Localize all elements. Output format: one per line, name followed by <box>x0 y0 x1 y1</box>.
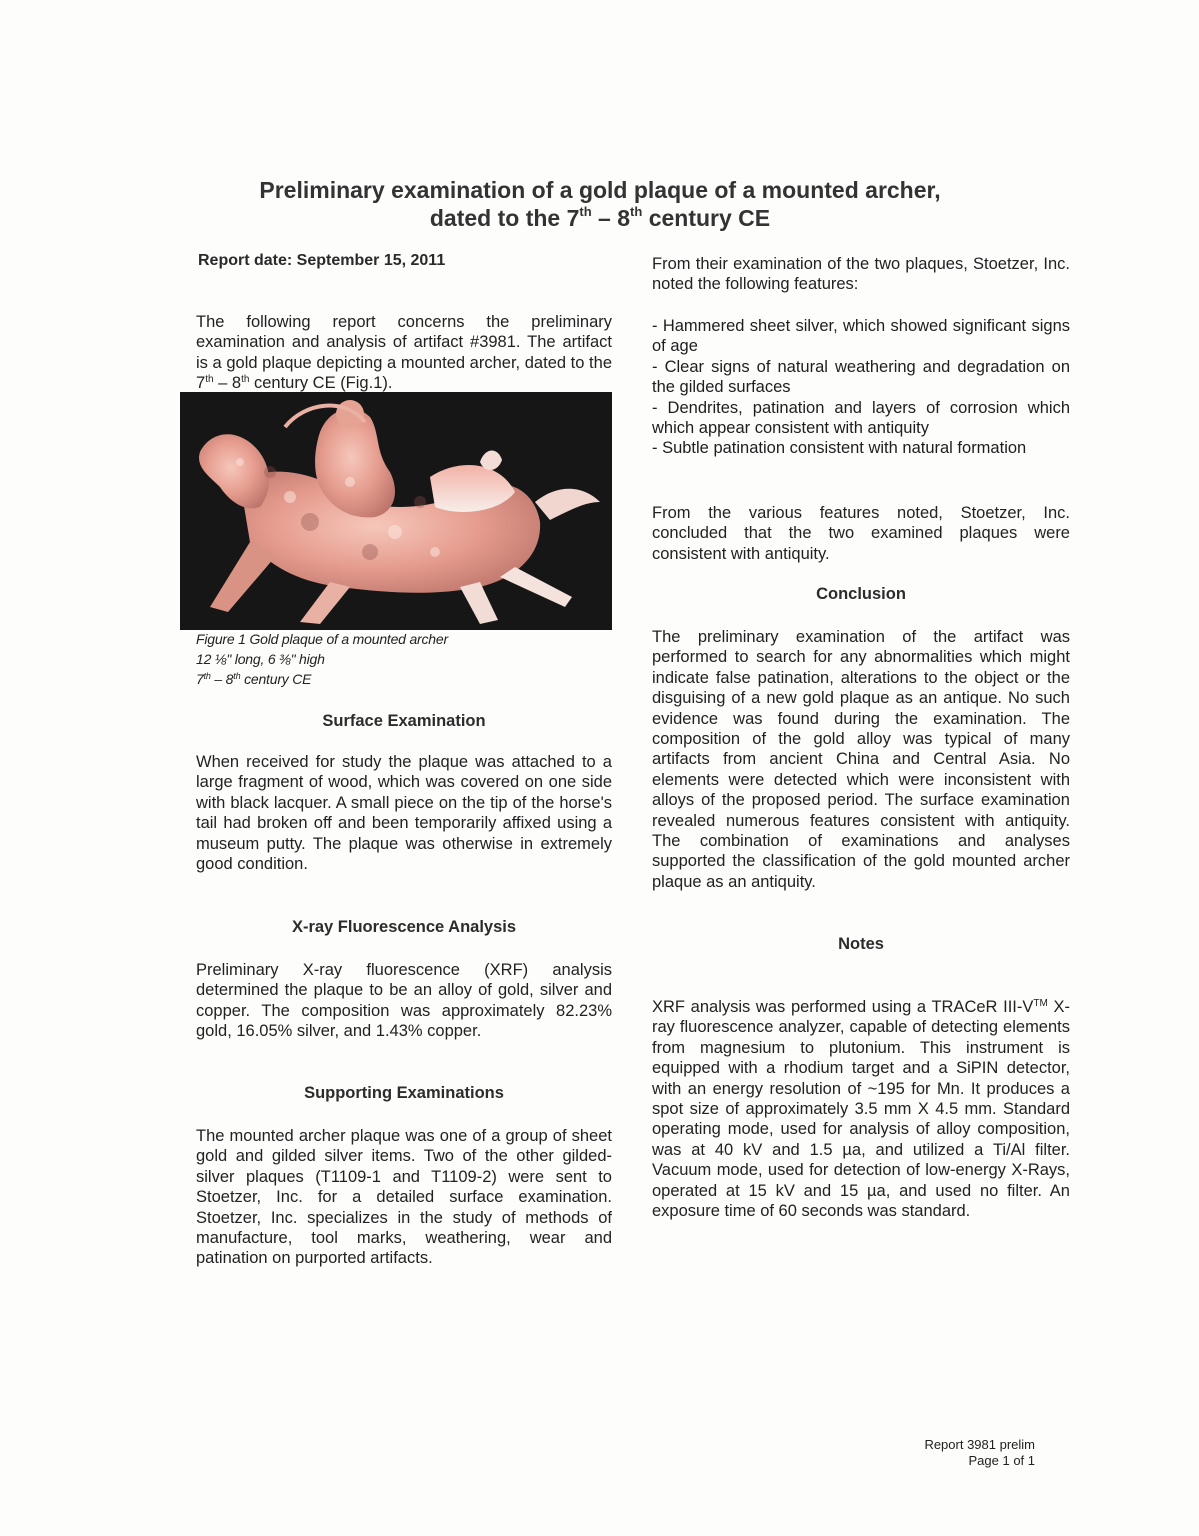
feature-item: - Hammered sheet silver, which showed significant signs of age <box>652 317 1070 356</box>
intro-text: The following report concerns the preliminary examination and analysis of artifact #3981. The artifact is a gold plaque depicting a mounted archer, dated to the 7 <box>196 313 612 393</box>
intro-sup: th <box>241 374 250 386</box>
report-title <box>200 176 1000 232</box>
caption-line-1: Figure 1 Gold plaque of a mounted archer <box>196 631 448 647</box>
xrf-heading: X-ray Fluorescence Analysis <box>291 918 517 936</box>
feature-item: - Subtle patination consistent with natural formation <box>652 439 1027 458</box>
trademark-sup: TM <box>1033 998 1048 1009</box>
surface-paragraph: When received for study the plaque was attached to a large fragment of wood, which was covered on one side with black lacquer. A small piece on the tip of the horse's tail had broken off and been temporarily affixed using a museum putty. The plaque was otherwise in extremely good condition. <box>196 753 612 874</box>
title-line-2-mid: – 8 <box>591 205 631 231</box>
notes-text-b: X-ray fluorescence analyzer, capable of detecting elements from magnesium to plutonium. This instrument is equipped with a rhodium target and a SiPIN detector, with an energy resolution of ~195 for Mn. It produces a spot size of approximately 3.5 mm X 4.5 mm. Standard operating mode, used for analysis of alloy composition, was at 40 kV and 1.5 µa, and utilized a Ti/Al filter. Vacuum mode, used for detection of low-energy X-Rays, operated at 15 kV and 15 µa, and used no filter. An exposure time of 60 seconds was standard. <box>652 998 1070 1221</box>
title-line-1: Preliminary examination of a gold plaque of a mounted archer, <box>259 177 941 203</box>
intro-end: century CE (Fig.1). <box>249 374 393 393</box>
title-line-2-suffix: century CE <box>642 205 771 231</box>
feature-item: - Clear signs of natural weathering and degradation on the gilded surfaces <box>652 357 1070 397</box>
footer-page-number: Page 1 of 1 <box>968 1453 1035 1468</box>
caption-line-3-a: 7 <box>196 671 204 687</box>
features-list <box>652 316 1070 459</box>
intro-section <box>196 312 612 394</box>
features-conclusion: From the various features noted, Stoetzer, Inc. concluded that the two examined plaques were consistent with antiquity. <box>652 504 1070 563</box>
page-footer <box>924 1437 1035 1469</box>
conclusion-section <box>652 627 1070 892</box>
caption-sup: th <box>203 671 211 681</box>
gold-plaque-photo <box>180 392 612 630</box>
caption-line-3 <box>196 669 448 689</box>
mounted-archer-plaque-image <box>180 392 612 630</box>
feature-item: - Dendrites, patination and layers of corrosion which which appear consistent with antiquity <box>652 398 1070 438</box>
notes-text-a: XRF analysis was performed using a TRACeR III-V <box>652 998 1034 1016</box>
features-conclusion-section <box>652 503 1070 564</box>
intro-mid: – 8 <box>213 374 242 393</box>
title-sup: th <box>630 204 643 219</box>
intro-sup: th <box>205 374 214 386</box>
surface-section <box>196 752 612 874</box>
supporting-paragraph: The mounted archer plaque was one of a group of sheet gold and gilded silver items. Two of the other gilded-silver plaques (T1109-1 and T1109-2) were sent to Stoetzer, Inc. for a detailed surface examination. Stoetzer, Inc. specializes in the study of methods of manufacture, tool marks, weathering, wear and patination on purported artifacts. <box>196 1127 612 1268</box>
title-line-2 <box>200 204 1000 232</box>
notes-heading: Notes <box>838 935 884 953</box>
title-line-2-prefix: dated to the 7 <box>429 205 580 231</box>
caption-line-3-b: – 8 <box>210 671 234 687</box>
supporting-heading: Supporting Examinations <box>304 1084 504 1102</box>
title-sup: th <box>579 204 592 219</box>
features-intro-section <box>652 254 1070 295</box>
footer-report-id: Report 3981 prelim <box>924 1437 1035 1452</box>
figure-caption <box>196 629 448 689</box>
notes-paragraph <box>652 997 1070 1221</box>
notes-section <box>652 997 1070 1221</box>
xrf-paragraph: Preliminary X-ray fluorescence (XRF) analysis determined the plaque to be an alloy of gold, silver and copper. The composition was approximately 82.23% gold, 16.05% silver, and 1.43% copper. <box>196 961 612 1041</box>
conclusion-paragraph: The preliminary examination of the artifact was performed to search for any abnormalities which might indicate false patination, alterations to the object or the disguising of a new gold plaque as an antique. No such evidence was found during the examination. The composition of the gold alloy was typical of many artifacts from ancient China and Central Asia. No elements were detected which were inconsistent with alloys of the proposed period. The surface examination revealed numerous features consistent with antiquity. The combination of examinations and analyses supported the classification of the gold mounted archer plaque as an antiquity. <box>652 628 1070 891</box>
xrf-section <box>196 960 612 1042</box>
features-intro: From their examination of the two plaques, Stoetzer, Inc. noted the following features: <box>652 255 1070 294</box>
intro-paragraph <box>196 312 612 394</box>
supporting-section <box>196 1126 612 1269</box>
caption-sup: th <box>233 671 241 681</box>
report-date: Report date: September 15, 2011 <box>198 252 446 269</box>
caption-line-3-c: century CE <box>240 671 312 687</box>
conclusion-heading: Conclusion <box>816 585 906 603</box>
caption-line-2: 12 ⅛" long, 6 ⅜" high <box>196 651 325 667</box>
surface-heading: Surface Examination <box>322 712 486 730</box>
